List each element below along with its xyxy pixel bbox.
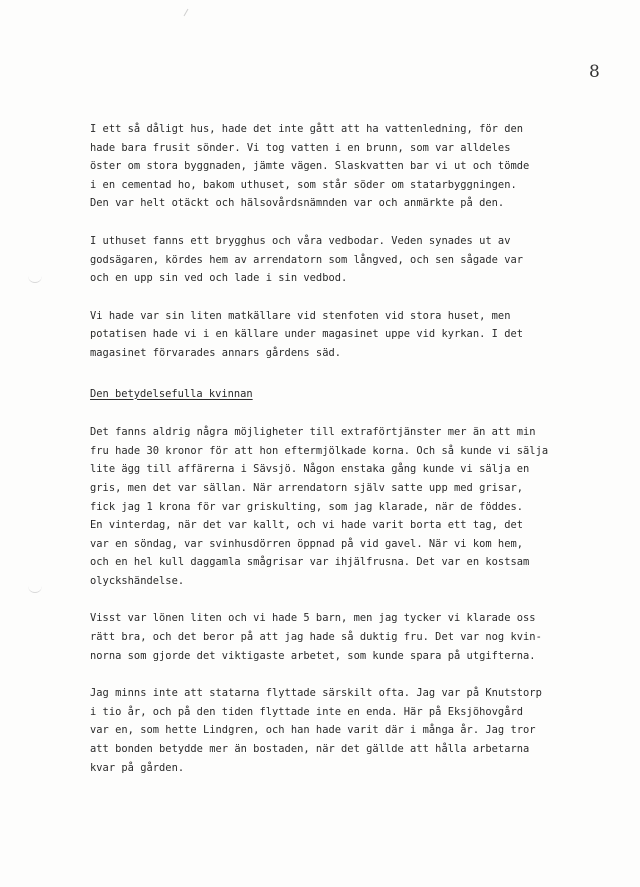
text-line: I uthuset fanns ett brygghus och våra vedbodar. Veden synades ut av: [90, 234, 511, 247]
text-line: fick jag 1 krona för var griskulting, som jag klarade, när de föddes.: [90, 500, 524, 513]
text-line: En vinterdag, när det var kallt, och vi hade varit borta ett tag, det: [90, 519, 524, 532]
text-line: potatisen hade vi i en källare under magasinet uppe vid kyrkan. I det: [90, 328, 524, 341]
text-line: Det fanns aldrig några möjligheter till extraförtjänster mer än att min: [90, 426, 536, 439]
text-line: olyckshändelse.: [90, 574, 185, 587]
paragraph: [90, 307, 590, 363]
text-line: Visst var lönen liten och vi hade 5 barn, men jag tycker vi klarade oss: [90, 612, 536, 625]
paragraphs-intro: [90, 120, 590, 363]
text-line: rätt bra, och det beror på att jag hade så duktig fru. Det var nog kvin-: [90, 631, 542, 644]
section-heading: Den betydelsefulla kvinnan: [90, 387, 253, 400]
text-line: Jag minns inte att statarna flyttade särskilt ofta. Jag var på Knutstorp: [90, 687, 542, 700]
paragraphs-section: [90, 423, 590, 777]
text-line: I ett så dåligt hus, hade det inte gått att ha vattenledning, för den: [90, 123, 524, 135]
scan-mark: [184, 9, 189, 16]
text-line: Vi hade var sin liten matkällare vid stenfoten vid stora huset, men: [90, 309, 511, 322]
paragraph: [90, 423, 590, 590]
paragraph: [90, 232, 590, 288]
text-line: var en söndag, var svinhusdörren öppnad på vid gavel. När vi kom hem,: [90, 537, 524, 550]
text-line: var en, som hette Lindgren, och han hade varit där i många år. Jag tror: [90, 724, 536, 737]
text-line: i en cementad ho, bakom uthuset, som står söder om statarbyggningen.: [90, 178, 517, 191]
page-number: 8: [589, 62, 600, 82]
text-line: fru hade 30 kronor för att hon eftermjölkade korna. Och så kunde vi sälja: [90, 444, 549, 457]
text-line: kvar på gården.: [90, 761, 185, 774]
text-line: och en hel kull daggamla smågrisar var ihjälfrusna. Det var en kostsam: [90, 556, 530, 569]
text-line: öster om stora byggnaden, jämte vägen. Slaskvatten bar vi ut och tömde: [90, 160, 530, 173]
text-line: Den var helt otäckt och hälsovårdsnämnden var och anmärkte på den.: [90, 197, 505, 210]
text-line: magasinet förvarades annars gårdens säd.: [90, 346, 342, 359]
text-line: och en upp sin ved och lade i sin vedbod.: [90, 272, 348, 285]
text-line: hade bara frusit sönder. Vi tog vatten i en brunn, som var alldeles: [90, 141, 511, 154]
paragraph: [90, 609, 590, 665]
punch-hole-mark: [28, 585, 42, 593]
document-body: [90, 120, 590, 796]
paragraph: [90, 684, 590, 777]
text-line: norna som gjorde det viktigaste arbetet, som kunde spara på utgifterna.: [90, 649, 536, 662]
paragraph: [90, 120, 590, 213]
text-line: lite ägg till affärerna i Sävsjö. Någon enstaka gång kunde vi sälja en: [90, 463, 530, 476]
punch-hole-mark: [28, 275, 42, 283]
text-line: i tio år, och på den tiden flyttade inte en enda. Här på Eksjöhovgård: [90, 705, 524, 718]
text-line: gris, men det var sällan. När arrendatorn själv satte upp med grisar,: [90, 481, 524, 494]
text-line: att bonden betydde mer än bostaden, när det gällde att hålla arbetarna: [90, 743, 530, 756]
text-line: godsägaren, kördes hem av arrendatorn som långved, och sen sågade var: [90, 253, 524, 266]
